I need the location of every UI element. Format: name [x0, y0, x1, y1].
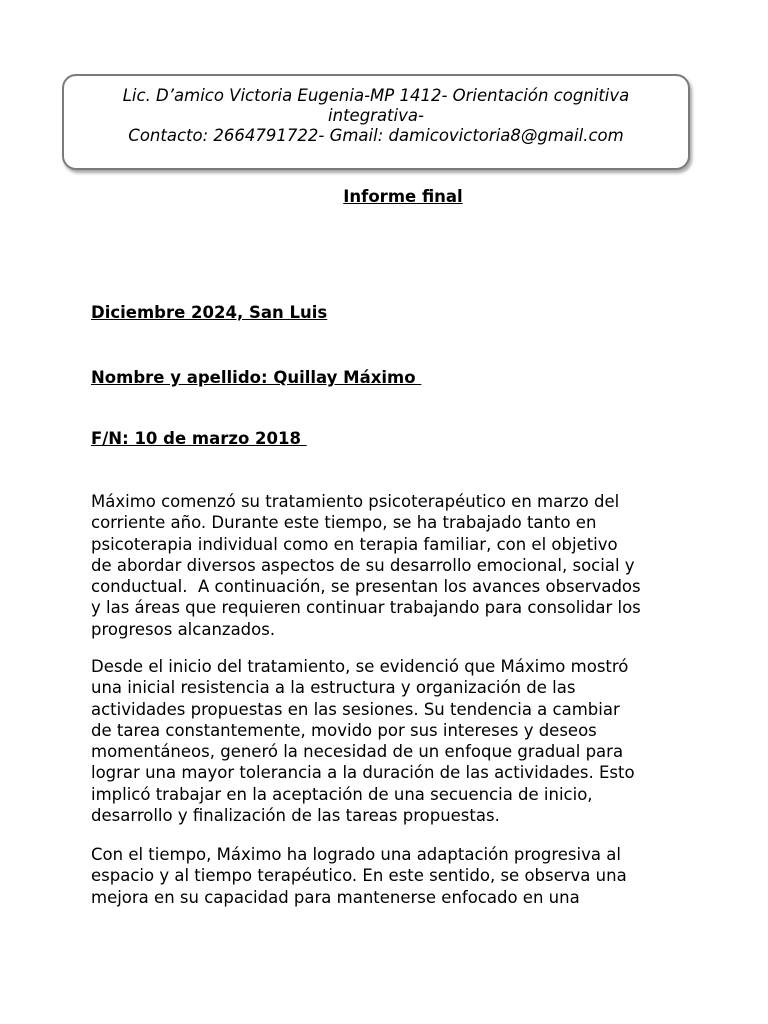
paragraph-1	[91, 491, 691, 640]
paragraph-line: Desde el inicio del tratamiento, se evidenció que Máximo mostró	[91, 657, 629, 676]
paragraph-line: actividades propuestas en las sesiones. Su tendencia a cambiar	[91, 699, 620, 719]
paragraph-line: psicoterapia individual como en terapia familiar, con el objetivo	[91, 534, 618, 554]
patient-name-field: Nombre y apellido: Quillay Máximo	[91, 368, 422, 387]
paragraph-line: de tarea constantemente, movido por sus intereses y deseos	[91, 720, 597, 740]
paragraph-line: lograr una mayor tolerancia a la duración de las actividades. Esto	[91, 763, 635, 783]
paragraph-3	[91, 844, 691, 908]
paragraph-line: espacio y al tiempo terapéutico. En este sentido, se observa una	[91, 866, 627, 886]
paragraph-line: implicó trabajar en la aceptación de una secuencia de inicio,	[91, 784, 593, 804]
paragraph-2	[91, 656, 691, 826]
paragraph-line: de abordar diversos aspectos de su desarrollo emocional, social y	[91, 555, 635, 575]
letterhead-box	[62, 74, 690, 170]
paragraph-line: momentáneos, generó la necesidad de un enfoque gradual para	[91, 742, 624, 762]
paragraph-line: corriente año. Durante este tiempo, se ha trabajado tanto en	[91, 513, 597, 533]
letterhead-line-1: Lic. D’amico Victoria Eugenia-MP 1412- Orientación cognitiva	[122, 86, 630, 105]
birth-date-field: F/N: 10 de marzo 2018	[91, 429, 307, 448]
date-place-field: Diciembre 2024, San Luis	[91, 303, 328, 322]
paragraph-line: conductual. A continuación, se presentan los avances observados	[91, 577, 641, 597]
paragraph-line: y las áreas que requieren continuar trabajando para consolidar los	[91, 598, 641, 618]
paragraph-line: mejora en su capacidad para mantenerse enfocado en una	[91, 887, 580, 907]
paragraph-line: Máximo comenzó su tratamiento psicoterapéutico en marzo del	[91, 492, 620, 511]
document-title: Informe final	[343, 187, 463, 206]
paragraph-line: una inicial resistencia a la estructura y organización de las	[91, 678, 576, 698]
letterhead-line-3: Contacto: 2664791722- Gmail: damicovictoria8@gmail.com	[128, 126, 624, 145]
paragraph-line: Con el tiempo, Máximo ha logrado una adaptación progresiva al	[91, 845, 621, 864]
letterhead-line-2: integrativa-	[328, 106, 424, 125]
paragraph-line: desarrollo y finalización de las tareas propuestas.	[91, 806, 500, 826]
paragraph-line: progresos alcanzados.	[91, 619, 276, 639]
